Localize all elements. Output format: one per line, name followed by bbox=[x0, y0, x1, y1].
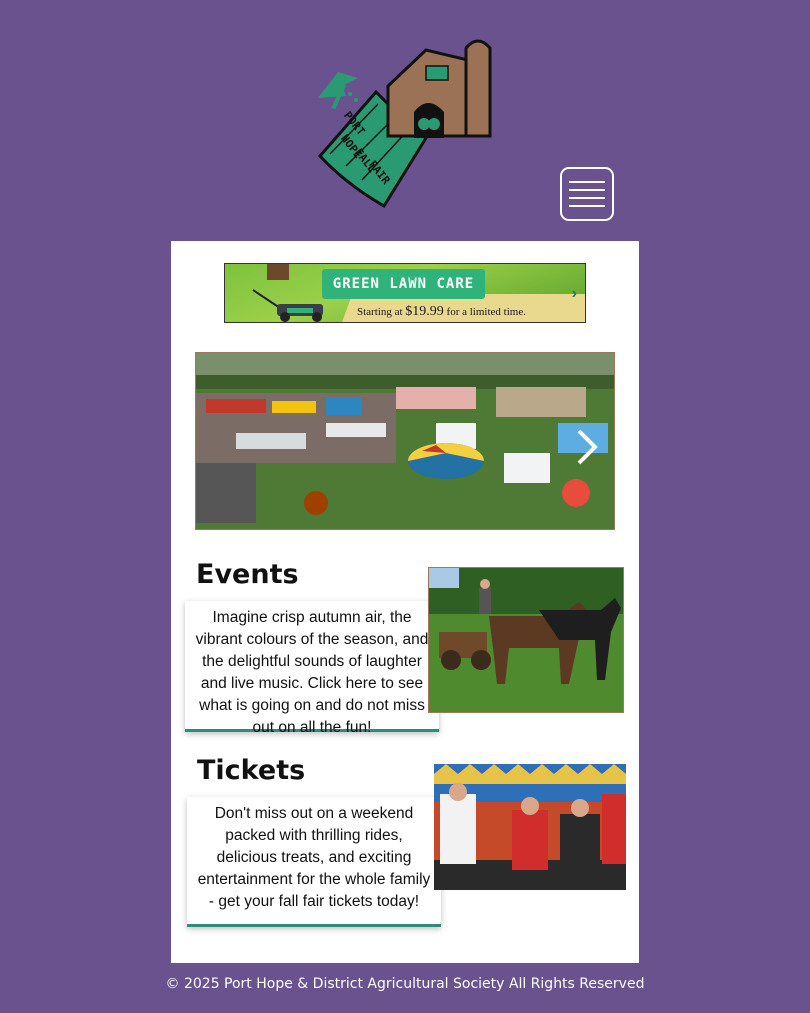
main-content-card bbox=[171, 241, 639, 963]
footer-copyright: © 2025 Port Hope & District Agricultural Society All Rights Reserved bbox=[165, 976, 645, 992]
menu-icon-bar bbox=[569, 197, 605, 199]
ad-price-suffix: for a limited time. bbox=[446, 306, 526, 318]
events-heading[interactable]: Events bbox=[196, 559, 299, 590]
fairground-carousel-image[interactable] bbox=[195, 352, 615, 530]
ad-headline: GREEN LAWN CARE bbox=[322, 269, 485, 299]
site-logo[interactable] bbox=[316, 34, 496, 210]
events-description[interactable]: Imagine crisp autumn air, the vibrant colours of the season, and the delightful sounds of laughter and live music. Click here to see what is going on and do not miss out on all the fun! bbox=[185, 601, 439, 732]
ad-price-prefix: Starting at bbox=[357, 306, 403, 318]
menu-icon-bar bbox=[569, 205, 605, 207]
carousel-next-button[interactable] bbox=[571, 427, 601, 467]
menu-icon-bar bbox=[569, 189, 605, 191]
logo-text-hope: HOPE bbox=[337, 132, 365, 161]
ad-tree-trunk bbox=[267, 264, 289, 280]
tickets-heading[interactable]: Tickets bbox=[197, 755, 306, 786]
chevron-right-icon bbox=[571, 427, 601, 467]
logo-text-port: PORT bbox=[340, 109, 368, 138]
logo-text-fall: FALL bbox=[351, 146, 379, 175]
tickets-description[interactable]: Don't miss out on a weekend packed with thrilling rides, delicious treats, and exciting entertainment for the whole family - get your fall fair tickets today! bbox=[187, 797, 441, 927]
chevron-right-icon: › bbox=[571, 285, 577, 302]
ad-price: $19.99 bbox=[405, 304, 444, 319]
hamburger-menu-button[interactable] bbox=[560, 167, 614, 221]
tickets-game-booth-photo[interactable] bbox=[434, 764, 626, 890]
menu-icon-bar bbox=[569, 181, 605, 183]
logo-text-fair: FAIR bbox=[365, 158, 393, 187]
events-horse-photo[interactable] bbox=[428, 567, 624, 713]
ad-banner[interactable] bbox=[224, 263, 586, 323]
ad-price-line bbox=[357, 304, 526, 320]
